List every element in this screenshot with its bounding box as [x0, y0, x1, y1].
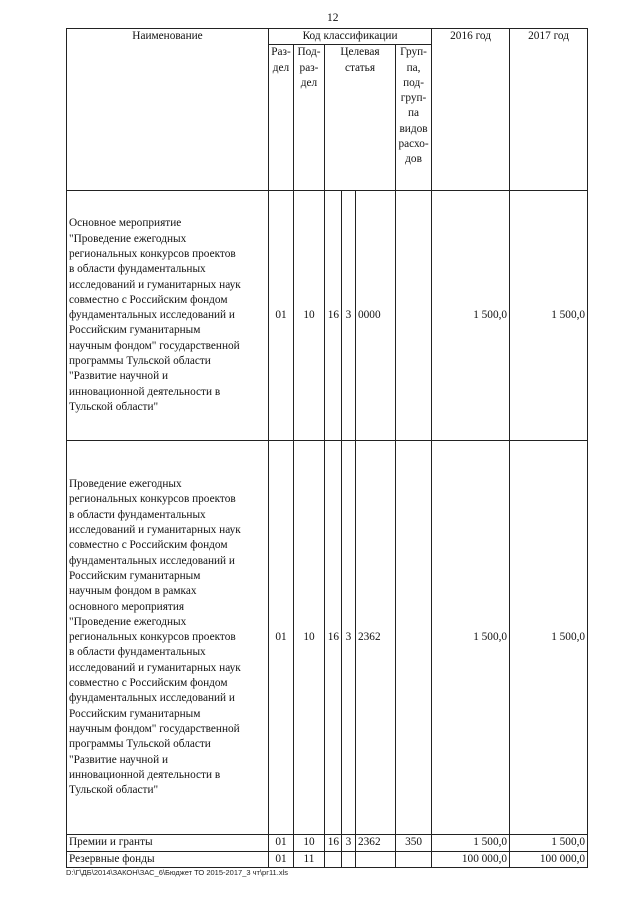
table-row [67, 441, 588, 835]
header-classification: Код классификации [269, 29, 432, 45]
row-section: 01 [269, 441, 294, 835]
row-subsection: 10 [294, 441, 325, 835]
header-year-2017: 2017 год [510, 29, 588, 191]
table-row [67, 835, 588, 851]
row-subsection: 10 [294, 835, 325, 851]
row-name: Резервные фонды [67, 851, 269, 867]
row-section: 01 [269, 851, 294, 867]
header-name: Наименование [67, 29, 269, 191]
table-row [67, 851, 588, 867]
row-target-2 [342, 851, 356, 867]
row-section: 01 [269, 835, 294, 851]
row-target-3 [356, 851, 396, 867]
header-row-1 [67, 29, 588, 45]
table-row [67, 191, 588, 441]
row-2017: 1 500,0 [510, 835, 588, 851]
header-section: Раз- дел [269, 45, 294, 191]
budget-table [66, 28, 588, 868]
row-subsection: 10 [294, 191, 325, 441]
row-target-3: 2362 [356, 441, 396, 835]
row-subsection: 11 [294, 851, 325, 867]
row-target-1: 16 [325, 191, 342, 441]
file-path-footer: D:\Г\ДБ\2014\ЗАКОН\ЗАС_6\Бюджет ТО 2015-2017_3 чт\рг11.xls [66, 868, 288, 877]
row-target-1: 16 [325, 835, 342, 851]
row-name: Проведение ежегодных региональных конкурсов проектов в области фундаментальных исследований и гуманитарных наук совместно с Российским фондом фундаментальных исследований и Российским гуманитарным научным фондом в рамках основного мероприятия "Проведение ежегодных региональных конкурсов проектов в области фундаментальных исследований и гуманитарных наук совместно с Российским фондом фундаментальных исследований и Российским гуманитарным научным фондом" государственной программы Тульской области "Развитие научной и инновационной деятельности в Тульской области" [67, 441, 269, 835]
row-target-3: 2362 [356, 835, 396, 851]
row-name: Премии и гранты [67, 835, 269, 851]
row-2016: 100 000,0 [432, 851, 510, 867]
row-2016: 1 500,0 [432, 191, 510, 441]
row-2016: 1 500,0 [432, 441, 510, 835]
row-2017: 100 000,0 [510, 851, 588, 867]
row-target-2: 3 [342, 835, 356, 851]
row-group [396, 851, 432, 867]
row-2017: 1 500,0 [510, 191, 588, 441]
row-2016: 1 500,0 [432, 835, 510, 851]
row-name: Основное мероприятие "Проведение ежегодных региональных конкурсов проектов в области фундаментальных исследований и гуманитарных наук совместно с Российским фондом фундаментальных исследований и Российским гуманитарным научным фондом" государственной программы Тульской области "Развитие научной и инновационной деятельности в Тульской области" [67, 191, 269, 441]
row-2017: 1 500,0 [510, 441, 588, 835]
header-target-article: Целевая статья [325, 45, 396, 191]
row-target-2: 3 [342, 441, 356, 835]
header-subsection: Под- раз- дел [294, 45, 325, 191]
row-target-3: 0000 [356, 191, 396, 441]
row-group [396, 191, 432, 441]
header-year-2016: 2016 год [432, 29, 510, 191]
row-target-2: 3 [342, 191, 356, 441]
row-group: 350 [396, 835, 432, 851]
page-number: 12 [327, 12, 339, 24]
header-expense-group: Груп- па, под- груп- па видов расхо- дов [396, 45, 432, 191]
row-target-1 [325, 851, 342, 867]
row-group [396, 441, 432, 835]
row-target-1: 16 [325, 441, 342, 835]
row-section: 01 [269, 191, 294, 441]
